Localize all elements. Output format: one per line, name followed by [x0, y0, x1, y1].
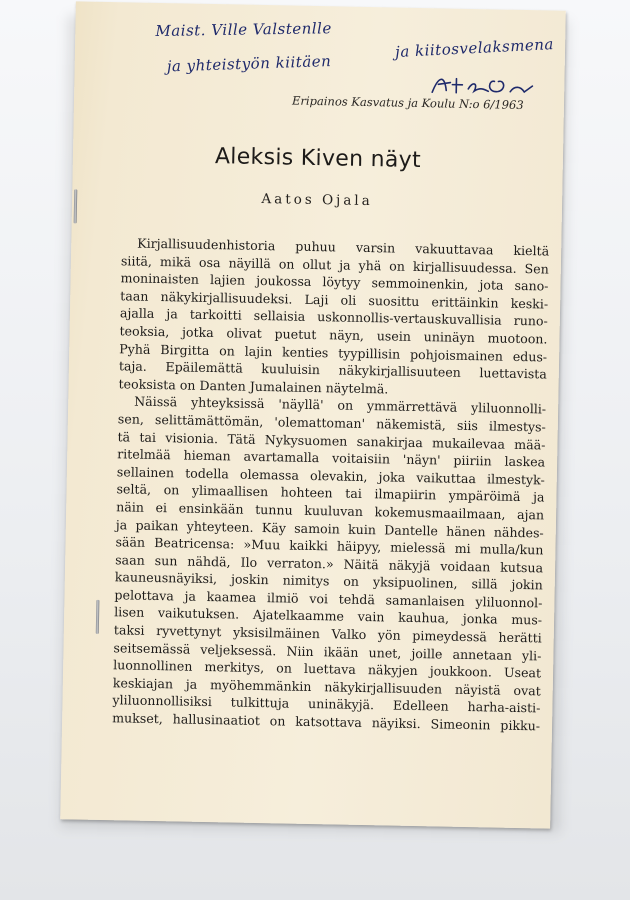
body-line: teoksia, jotka olivat puetut näyn, usein uninäyn muotoon. — [119, 323, 548, 347]
body-line: taan näkykirjallisuudeksi. Laji oli suosittu erittäinkin keski- — [120, 288, 549, 312]
body-line: ajalla ja tarkoitti sellaisia uskonnollis-vertauskuvallisia runo- — [119, 305, 548, 329]
body-line: kauneusnäyiksi, joskin nimitys on yksipuolinen, sillä jokin — [114, 569, 543, 593]
body-line: sään Beatricensa: »Muu kaikki häipyy, mielessä mi mulla/kun — [115, 534, 544, 558]
body-line: yliluonnollisiksi tulkittuja uninäkyjä. Edelleen harha-aisti- — [112, 692, 541, 716]
body-line: taja. Epäilemättä kuuluisin näkykirjallisuuteen luettavista — [118, 358, 547, 382]
reprint-note: Eripainos Kasvatus ja Koulu N:o 6/1963 — [291, 93, 524, 112]
body-line: näin ei ensinkään tunnu kuuluvan kokemusmaailmaan, ajan — [116, 499, 545, 523]
body-line: mukset, hallusinaatiot on katsottava näyiksi. Simeonin pikku- — [112, 710, 541, 734]
body-line: siitä, mikä osa näyillä on ollut ja yhä on kirjallisuudessa. Sen — [120, 252, 549, 277]
body-line: ritelmää hieman avartamalla voitaisiin 'näyn' piiriin laskea — [117, 446, 546, 470]
handwritten-dedication-line-2: ja kiitosvelaksmena — [394, 35, 555, 62]
document-page — [60, 1, 566, 828]
body-line: pelottava ja kaamea ilmiö voi tehdä samanlaisen yliluonnol- — [114, 587, 543, 611]
body-line: sellainen todella olemassa olevakin, joka vaikuttaa ilmestyk- — [116, 463, 545, 488]
body-line: ja paikan yhteyteen. Käy samoin kuin Dantelle hänen nähdes- — [115, 516, 544, 540]
body-line: keskiajan ja myöhemmänkin näkykirjallisuuden näyistä ovat — [112, 675, 541, 699]
body-line: Pyhä Birgitta on lajin kenties tyypillisin pohjoismainen edus- — [119, 340, 548, 365]
handwritten-dedication-line-3: ja yhteistyön kiitäen — [166, 51, 332, 76]
article-author: Aatos Ojala — [261, 190, 373, 210]
body-line: teoksista on Danten Jumalainen näytelmä. — [118, 376, 389, 397]
staple-bottom — [96, 600, 100, 634]
body-line: moninaisten lajien joukossa löytyy semmoinenkin, jota sano- — [120, 270, 549, 294]
body-line: taksi ryvettynyt yksisilmäinen Valko yön pimeydessä herätti — [113, 622, 542, 646]
body-line: seltä, on ylimaallisen hohteen tai ilmapiirin ympäröimä ja — [116, 481, 545, 505]
article-title: Aleksis Kiven näyt — [214, 144, 422, 174]
body-line: sen, selittämättömän, 'olemattoman' näkemistä, siis ilmestys- — [117, 411, 546, 435]
body-line: tä tai visionia. Tätä Nykysuomen sanakirjaa mukailevaa mää- — [117, 428, 546, 452]
body-line: lisen vaikutuksen. Ajatelkaamme vain kauhua, jonka mus- — [114, 604, 543, 628]
body-line: Näissä yhteyksissä 'näyllä' on ymmärrettävä yliluonnolli- — [134, 393, 547, 417]
article-body — [112, 234, 549, 735]
body-line: saan sun nähdä, Ilo verraton.» Näitä näkyjä voidaan kutsua — [115, 551, 544, 576]
body-line: luonnollinen merkitys, on luettava näkyjen joukkoon. Useat — [113, 657, 542, 681]
handwritten-dedication-line-1: Maist. Ville Valstenlle — [155, 19, 332, 40]
body-line: seitsemässä veljeksessä. Niin ikään unet, joille annetaan yli- — [113, 639, 542, 664]
body-line: Kirjallisuudenhistoria puhuu varsin vakuuttavaa kieltä — [137, 235, 550, 259]
